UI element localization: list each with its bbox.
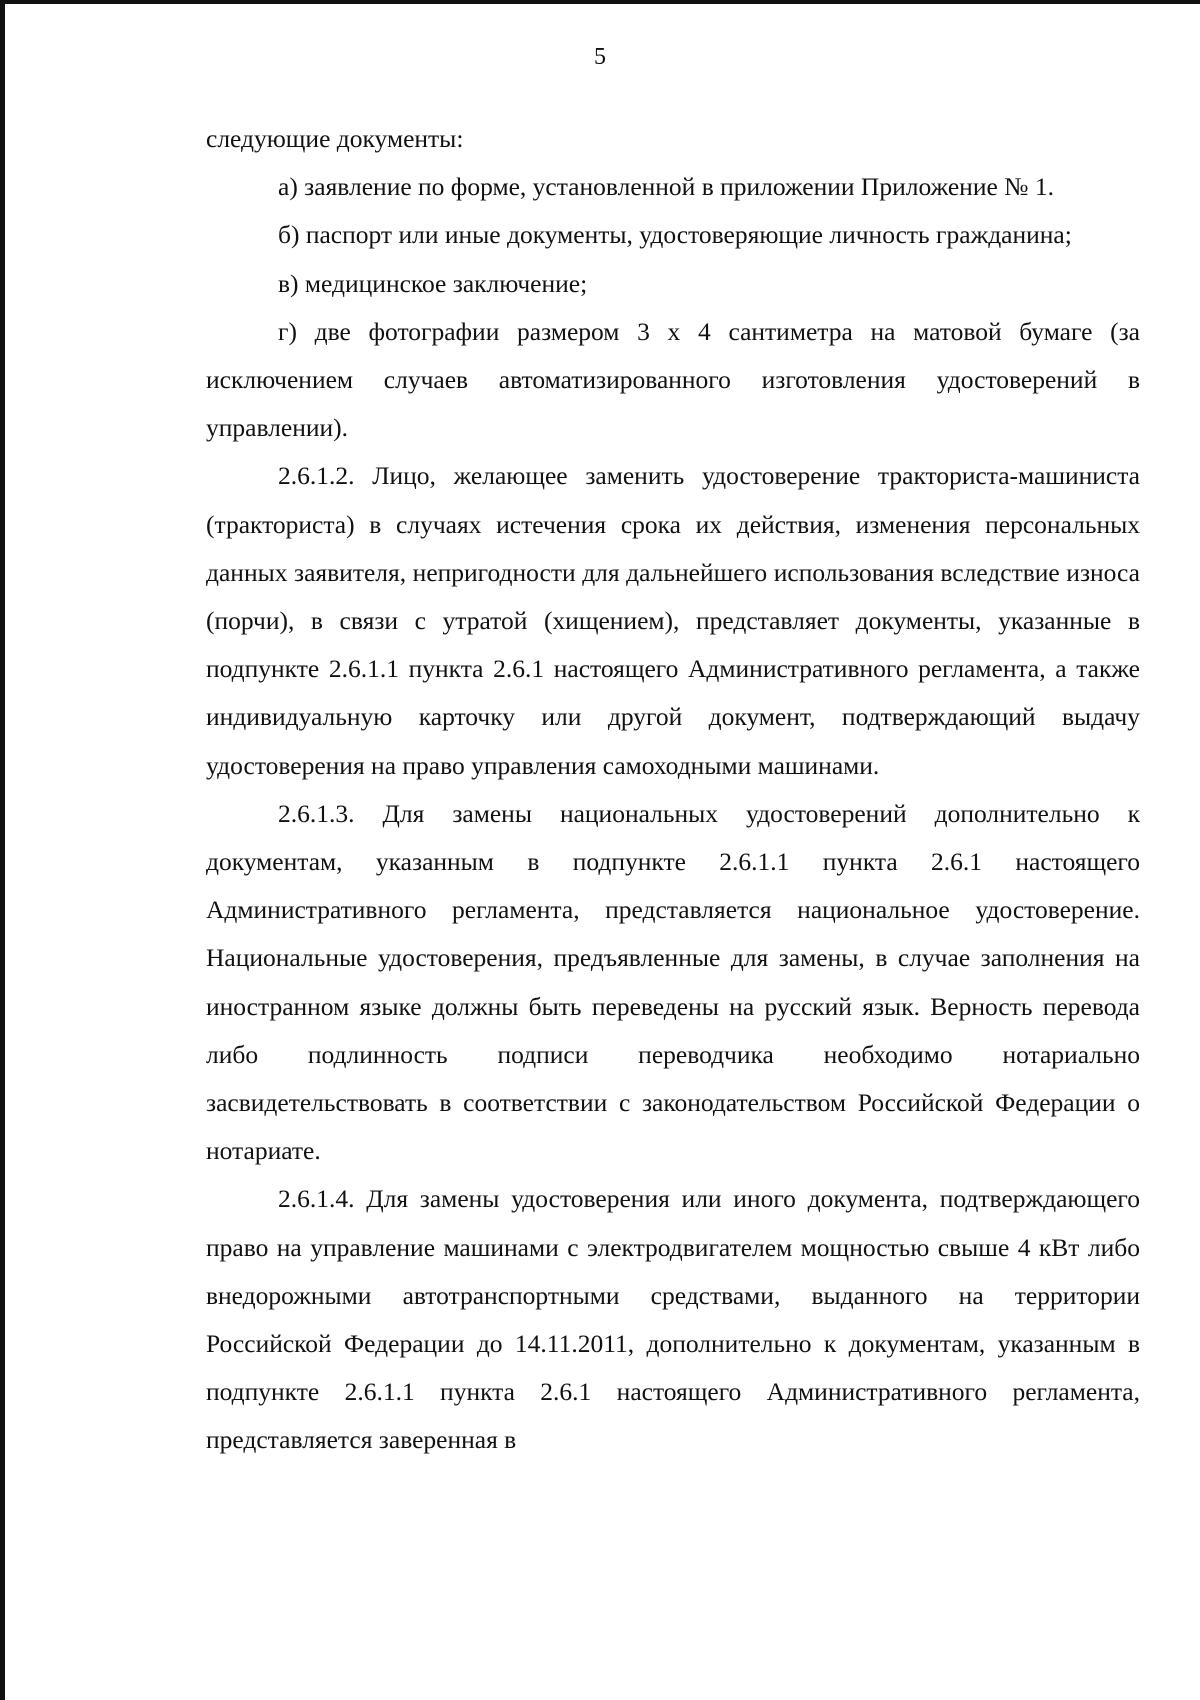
page-number: 5: [594, 44, 606, 70]
paragraph-documents-intro: следующие документы:: [206, 124, 464, 153]
paragraph-2-6-1-3: 2.6.1.3. Для замены национальных удостоверений дополнительно к документам, указанным в подпункте 2.6.1.1 пункта 2.6.1 настоящего Административного регламента, представляется национальное удостоверение. Национальные удостоверения, предъявленные для замены, в случае заполнения на иностранном языке должны быть переведены на русский язык. Верность перевода либо подлинность подписи переводчика необходимо нотариально засвидетельствовать в соответствии с законодательством Российской Федерации о нотариате.: [206, 798, 1140, 1166]
paragraph-item-v: в) медицинское заключение;: [278, 268, 588, 298]
paragraph-2-6-1-2: 2.6.1.2. Лицо, желающее заменить удостоверение тракториста-машиниста (тракториста) в случаях истечения срока их действия, изменения персональных данных заявителя, непригодности для дальнейшего использования вследствие износа (порчи), в связи с утратой (хищением), представляет документы, указанные в подпункте 2.6.1.1 пункта 2.6.1 настоящего Административного регламента, а также индивидуальную карточку или другой документ, подтверждающий выдачу удостоверения на право управления самоходными машинами.: [206, 461, 1140, 780]
scan-border-top: [0, 0, 1200, 4]
paragraph-item-b: б) паспорт или иные документы, удостоверяющие личность гражданина;: [278, 220, 1072, 250]
document-body: [206, 115, 1140, 1465]
scan-border-left: [0, 0, 5, 1700]
paragraph-2-6-1-4: 2.6.1.4. Для замены удостоверения или иного документа, подтверждающего право на управление машинами с электродвигателем мощностью свыше 4 кВт либо внедорожными автотранспортными средствами, выданного на территории Российской Федерации до 14.11.2011, дополнительно к документам, указанным в подпункте 2.6.1.1 пункта 2.6.1 настоящего Административного регламента, представляется заверенная в: [206, 1184, 1140, 1455]
paragraph-item-g: г) две фотографии размером 3 х 4 сантиметра на матовой бумаге (за исключением случаев автоматизированного изготовления удостоверений в управлении).: [206, 316, 1140, 443]
paragraph-item-a: а) заявление по форме, установленной в приложении Приложение № 1.: [278, 172, 1054, 202]
